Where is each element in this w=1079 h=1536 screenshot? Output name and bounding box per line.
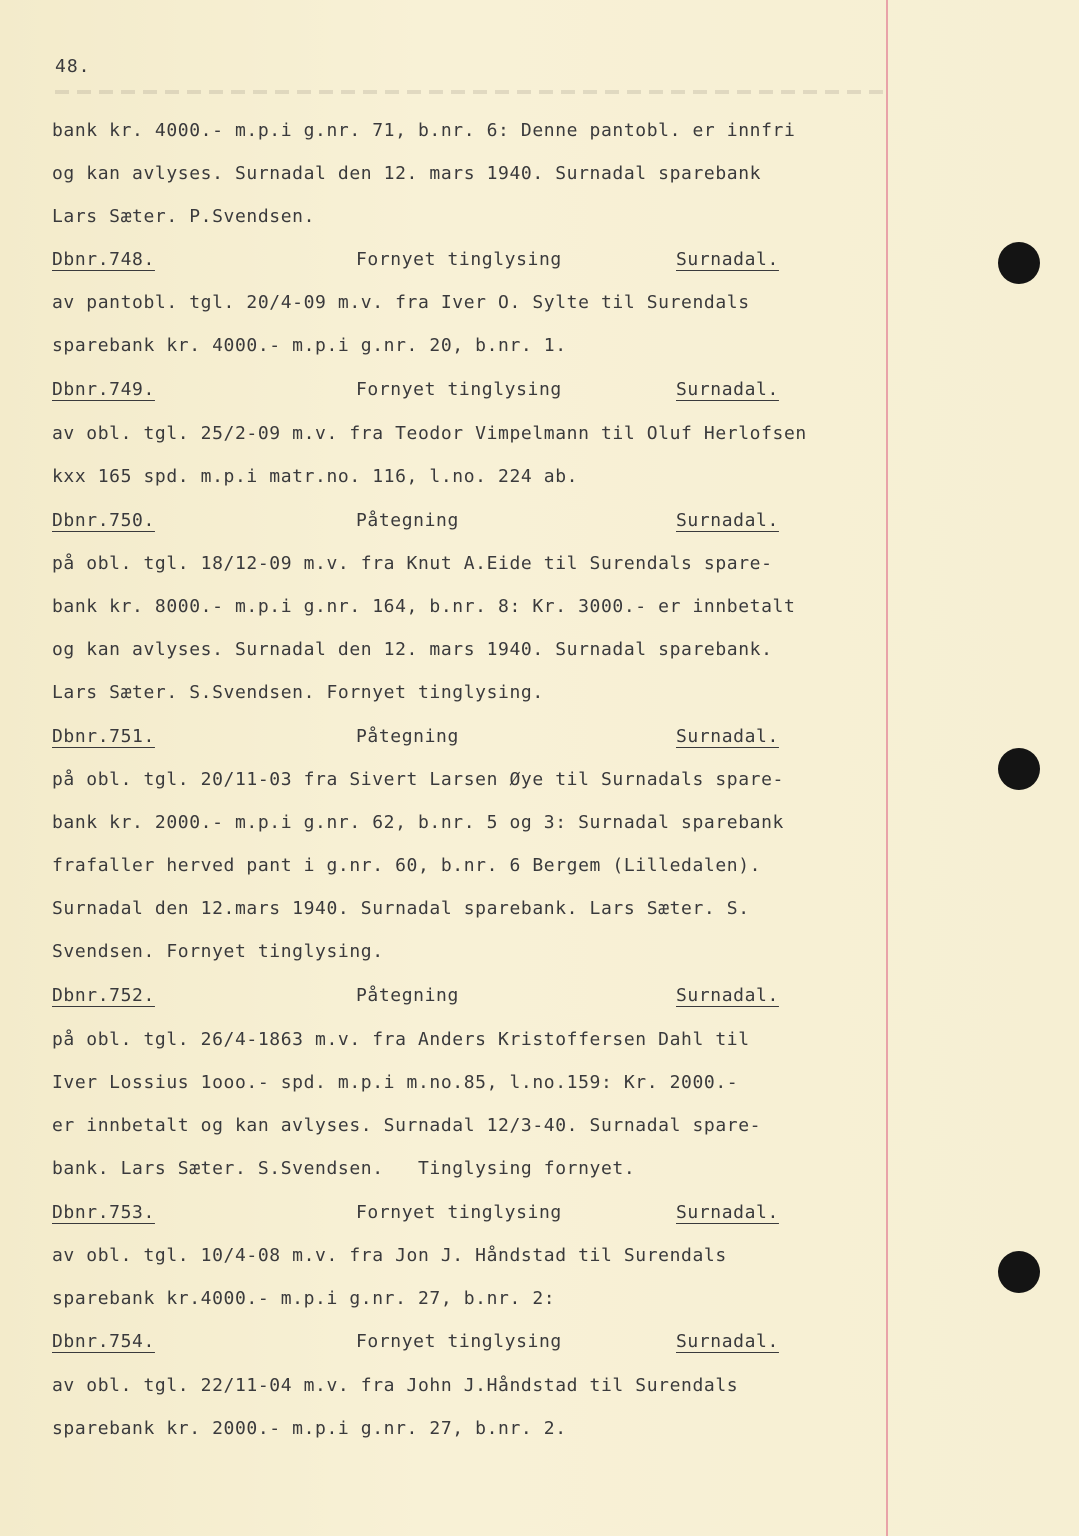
margin-rule — [886, 0, 888, 1536]
entry-type: Fornyet tinglysing — [356, 1331, 562, 1352]
entry-dbnr: Dbnr.753. — [52, 1202, 155, 1223]
entry-type: Påtegning — [356, 726, 459, 747]
entry-type: Fornyet tinglysing — [356, 379, 562, 400]
entry-place: Surnadal. — [676, 249, 779, 270]
page-number: 48. — [55, 56, 91, 77]
text-line: bank kr. 4000.- m.p.i g.nr. 71, b.nr. 6: Denne pantobl. er innfri — [52, 120, 796, 141]
entry-dbnr: Dbnr.752. — [52, 985, 155, 1006]
punch-hole — [998, 748, 1040, 790]
entry-type: Påtegning — [356, 510, 459, 531]
text-line: bank. Lars Sæter. S.Svendsen. Tinglysing fornyet. — [52, 1158, 636, 1179]
punch-hole — [998, 1251, 1040, 1293]
entry-place: Surnadal. — [676, 1202, 779, 1223]
entry-dbnr: Dbnr.754. — [52, 1331, 155, 1352]
text-line: og kan avlyses. Surnadal den 12. mars 1940. Surnadal sparebank — [52, 163, 762, 184]
entry-dbnr: Dbnr.751. — [52, 726, 155, 747]
text-line: og kan avlyses. Surnadal den 12. mars 1940. Surnadal sparebank. — [52, 639, 773, 660]
text-line: Lars Sæter. S.Svendsen. Fornyet tinglysing. — [52, 682, 544, 703]
text-line: bank kr. 8000.- m.p.i g.nr. 164, b.nr. 8: Kr. 3000.- er innbetalt — [52, 596, 796, 617]
entry-place: Surnadal. — [676, 726, 779, 747]
text-line: er innbetalt og kan avlyses. Surnadal 12/3-40. Surnadal spare- — [52, 1115, 762, 1136]
faded-text-smudge — [55, 90, 885, 94]
text-line: Iver Lossius 1ooo.- spd. m.p.i m.no.85, l.no.159: Kr. 2000.- — [52, 1072, 739, 1093]
text-line: kxx 165 spd. m.p.i matr.no. 116, l.no. 224 ab. — [52, 466, 579, 487]
text-line: på obl. tgl. 26/4-1863 m.v. fra Anders Kristoffersen Dahl til — [52, 1029, 750, 1050]
entry-place: Surnadal. — [676, 985, 779, 1006]
entry-place: Surnadal. — [676, 379, 779, 400]
entry-dbnr: Dbnr.750. — [52, 510, 155, 531]
entry-place: Surnadal. — [676, 510, 779, 531]
entry-type: Fornyet tinglysing — [356, 249, 562, 270]
text-line: sparebank kr.4000.- m.p.i g.nr. 27, b.nr. 2: — [52, 1288, 556, 1309]
punch-hole — [998, 242, 1040, 284]
text-line: Surnadal den 12.mars 1940. Surnadal sparebank. Lars Sæter. S. — [52, 898, 750, 919]
text-line: på obl. tgl. 18/12-09 m.v. fra Knut A.Eide til Surendals spare- — [52, 553, 773, 574]
entry-dbnr: Dbnr.748. — [52, 249, 155, 270]
text-line: frafaller herved pant i g.nr. 60, b.nr. 6 Bergem (Lilledalen). — [52, 855, 762, 876]
text-line: sparebank kr. 4000.- m.p.i g.nr. 20, b.nr. 1. — [52, 335, 567, 356]
text-line: Svendsen. Fornyet tinglysing. — [52, 941, 384, 962]
text-line: av pantobl. tgl. 20/4-09 m.v. fra Iver O. Sylte til Surendals — [52, 292, 750, 313]
entry-type: Fornyet tinglysing — [356, 1202, 562, 1223]
text-line: sparebank kr. 2000.- m.p.i g.nr. 27, b.nr. 2. — [52, 1418, 567, 1439]
text-line: av obl. tgl. 25/2-09 m.v. fra Teodor Vimpelmann til Oluf Herlofsen — [52, 423, 807, 444]
text-line: av obl. tgl. 10/4-08 m.v. fra Jon J. Håndstad til Surendals — [52, 1245, 727, 1266]
text-line: av obl. tgl. 22/11-04 m.v. fra John J.Håndstad til Surendals — [52, 1375, 739, 1396]
text-line: på obl. tgl. 20/11-03 fra Sivert Larsen Øye til Surnadals spare- — [52, 769, 784, 790]
entry-place: Surnadal. — [676, 1331, 779, 1352]
text-line: Lars Sæter. P.Svendsen. — [52, 206, 316, 227]
entry-dbnr: Dbnr.749. — [52, 379, 155, 400]
text-line: bank kr. 2000.- m.p.i g.nr. 62, b.nr. 5 og 3: Surnadal sparebank — [52, 812, 784, 833]
entry-type: Påtegning — [356, 985, 459, 1006]
